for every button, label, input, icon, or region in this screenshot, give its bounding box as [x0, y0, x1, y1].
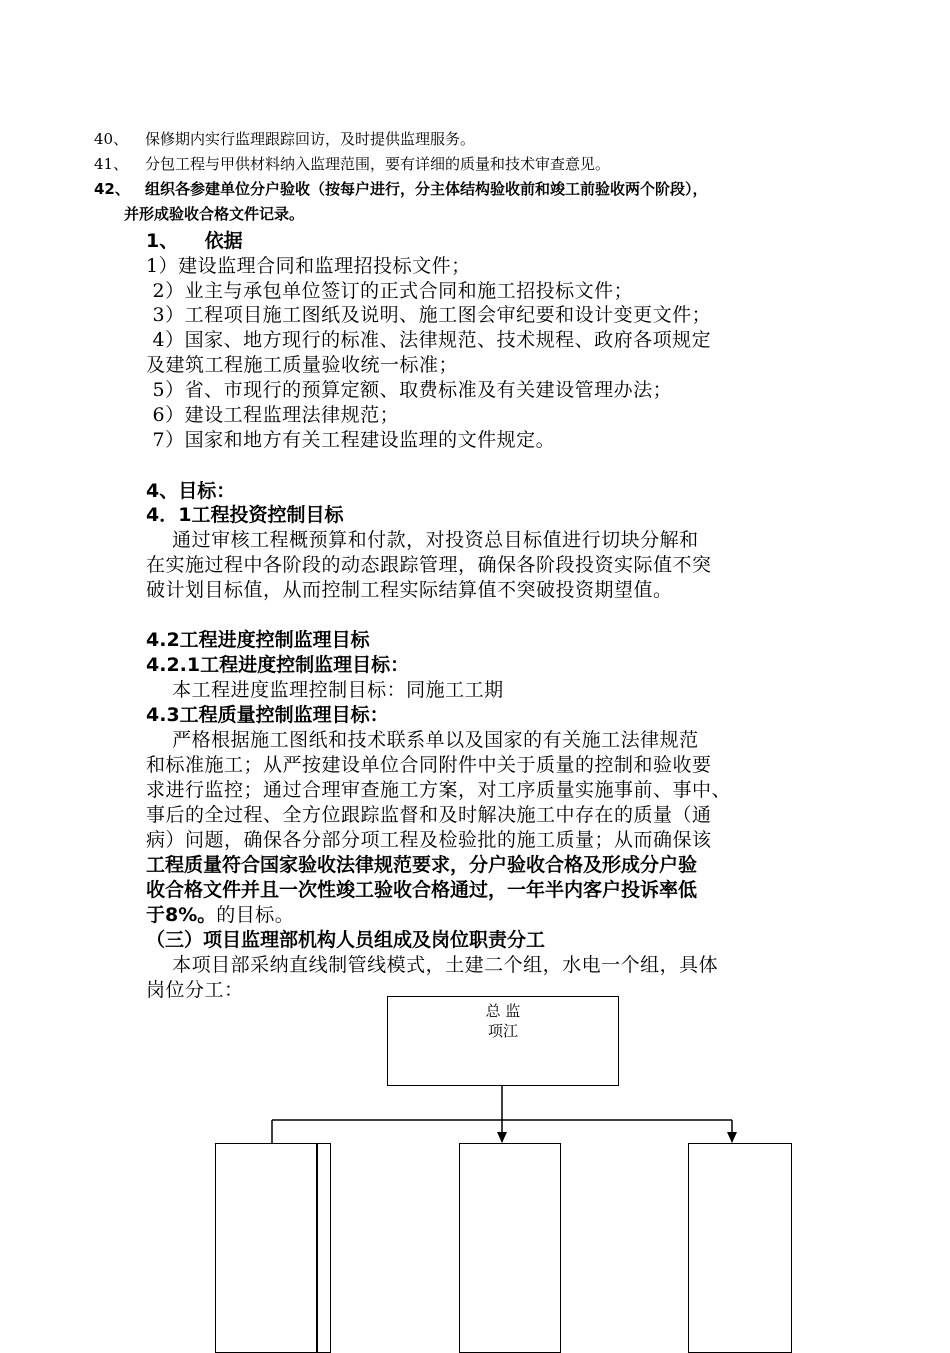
- item-text: 分包工程与甲供材料纳入监理范围，要有详细的质量和技术审查意见。: [145, 155, 611, 173]
- item-number: 42、: [94, 180, 130, 198]
- basis-line: 5）省、市现行的预算定额、取费标准及有关建设管理办法；: [146, 379, 673, 401]
- org-line: 本项目部采纳直线制管线模式，土建二个组，水电一个组，具体: [146, 954, 719, 976]
- basis-line: 6）建设工程监理法律规范；: [146, 404, 400, 426]
- schedule-subheading: 4.2.1工程进度控制监理目标：: [146, 654, 410, 676]
- basis-heading: 1、 依据: [146, 230, 243, 252]
- quality-line: 和标准施工；从严按建设单位合同附件中关于质量的控制和验收要: [146, 754, 712, 776]
- basis-line: 4）国家、地方现行的标准、法律规范、技术规程、政府各项规定: [146, 329, 712, 351]
- invest-heading: 4．1工程投资控制目标: [146, 504, 344, 526]
- box-divider: [316, 1144, 318, 1352]
- item-text: 保修期内实行监理跟踪回访，及时提供监理服务。: [145, 130, 476, 148]
- item-text-continued: 并形成验收合格文件记录。: [124, 205, 305, 223]
- quality-line: 严格根据施工图纸和技术联系单以及国家的有关施工法律规范: [146, 729, 699, 751]
- basis-line: 2）业主与承包单位签订的正式合同和施工招投标文件；: [146, 280, 634, 302]
- chief-name: 项江: [487, 1022, 518, 1040]
- quality-line: 求进行监控；通过合理审查施工方案，对工序质量实施事前、事中、: [146, 779, 732, 801]
- quality-last-bold: 于8%。: [146, 904, 217, 926]
- civil-group-2-box: [459, 1143, 561, 1353]
- item-number: 40、: [94, 130, 129, 148]
- quality-line: 事后的全过程、全方位跟踪监督和及时解决施工中存在的质量（通: [146, 804, 712, 826]
- org-heading: （三）项目监理部机构人员组成及岗位职责分工: [146, 929, 546, 951]
- invest-line: 通过审核工程概预算和付款，对投资总目标值进行切块分解和: [146, 529, 699, 551]
- schedule-heading: 4.2工程进度控制监理目标: [146, 629, 370, 651]
- civil-group-1-box: [215, 1143, 331, 1353]
- basis-line: 7）国家和地方有关工程建设监理的文件规定。: [146, 429, 556, 451]
- basis-line: 及建筑工程施工质量验收统一标准；: [146, 354, 459, 376]
- arrow-head-icon: [497, 1132, 507, 1143]
- basis-line: 3）工程项目施工图纸及说明、施工图会审纪要和设计变更文件；: [146, 304, 712, 326]
- org-line: 岗位分工：: [146, 979, 244, 1001]
- quality-bold-line: 收合格文件并且一次性竣工验收合格通过，一年半内客户投诉率低: [146, 879, 698, 901]
- chief-title: 总 监: [485, 1002, 521, 1020]
- quality-heading: 4.3工程质量控制监理目标：: [146, 704, 389, 726]
- basis-line: 1）建设监理合同和监理招投标文件；: [146, 255, 471, 277]
- quality-last-normal: 的目标。: [216, 904, 295, 926]
- mep-group-box: [688, 1143, 792, 1353]
- item-text: 组织各参建单位分户验收（按每户进行，分主体结构验收前和竣工前验收两个阶段），: [145, 180, 708, 198]
- quality-bold-line: 工程质量符合国家验收法律规范要求，分户验收合格及形成分户验: [146, 854, 698, 876]
- quality-line: 病）问题，确保各分部分项工程及检验批的施工质量；从而确保该: [146, 829, 712, 851]
- item-number: 41、: [94, 155, 129, 173]
- invest-line: 破计划目标值，从而控制工程实际结算值不突破投资期望值。: [146, 579, 673, 601]
- schedule-text: 本工程进度监理控制目标：同施工工期: [146, 679, 504, 701]
- goals-heading: 4、目标：: [146, 480, 236, 502]
- arrow-head-icon: [727, 1132, 737, 1143]
- invest-line: 在实施过程中各阶段的动态跟踪管理，确保各阶段投资实际值不突: [146, 554, 712, 576]
